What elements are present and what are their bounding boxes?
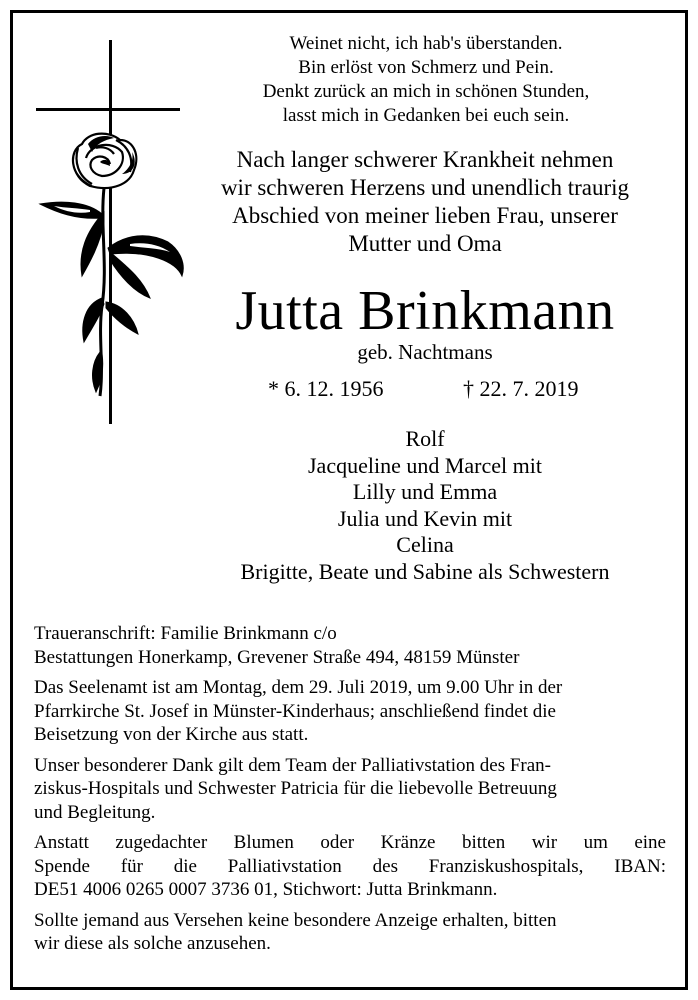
requiem-line: Das Seelenamt ist am Montag, dem 29. Juli 2019, um 9.00 Uhr in der: [34, 677, 563, 698]
mourner-line: Jacqueline und Marcel mit: [308, 452, 542, 478]
donation-notice: [34, 831, 666, 902]
poem: [200, 32, 652, 128]
intro-line: Nach langer schwerer Krankheit nehmen: [236, 147, 614, 172]
requiem-line: Pfarrkirche St. Josef in Münster-Kinderhaus; anschließend findet die: [34, 700, 556, 722]
announcement-intro: [190, 146, 660, 258]
info-section: [34, 622, 666, 956]
intro-line: wir schweren Herzens und unendlich traurig: [220, 175, 630, 200]
requiem-line: Beisetzung von der Kirche aus statt.: [34, 724, 309, 745]
birth-date: * 6. 12. 1956: [268, 376, 384, 401]
death-date: † 22. 7. 2019: [463, 376, 579, 401]
intro-line: Mutter und Oma: [348, 231, 502, 256]
notice-line: Sollte jemand aus Versehen keine besondere Anzeige erhalten, bitten: [34, 909, 557, 931]
requiem-notice: [34, 676, 666, 747]
donation-line: DE51 4006 0265 0007 3736 01, Stichwort: Jutta Brinkmann.: [34, 879, 498, 900]
donation-line: Spende für die Palliativstation des Franziskushospitals, IBAN:: [34, 855, 666, 877]
maiden-name: geb. Nachtmans: [357, 340, 493, 364]
thanks-line: ziskus-Hospitals und Schwester Patricia für die liebevolle Betreuung: [34, 778, 557, 799]
notice-line: wir diese als solche anzusehen.: [34, 933, 271, 954]
mourner-line: Celina: [396, 532, 454, 557]
thanks-line: und Begleitung.: [34, 801, 156, 823]
deceased-name: Jutta Brinkmann: [235, 280, 615, 342]
mourner-line: Brigitte, Beate und Sabine als Schwestern: [240, 558, 610, 584]
address-line: Traueranschrift: Familie Brinkmann c/o: [34, 623, 337, 644]
intro-line: Abschied von meiner lieben Frau, unserer: [232, 203, 618, 228]
poem-line: Denkt zurück an mich in schönen Stunden,: [262, 81, 590, 102]
mourner-line: Rolf: [405, 426, 445, 451]
address-line: Bestattungen Honerkamp, Grevener Straße 494, 48159 Münster: [34, 646, 520, 668]
poem-line: lasst mich in Gedanken bei euch sein.: [282, 105, 570, 126]
poem-line: Bin erlöst von Schmerz und Pein.: [298, 57, 554, 78]
thanks-line: Unser besonderer Dank gilt dem Team der Palliativstation des Fran-: [34, 754, 551, 776]
mourners-list: [190, 426, 660, 585]
notification-notice: [34, 909, 666, 956]
poem-line: Weinet nicht, ich hab's überstanden.: [289, 33, 563, 54]
thanks-notice: [34, 754, 666, 825]
cross-with-rose-icon: [30, 36, 190, 428]
donation-line: Anstatt zugedachter Blumen oder Kränze bitten wir um eine: [34, 832, 666, 853]
mourner-line: Lilly und Emma: [352, 479, 498, 504]
mourner-line: Julia und Kevin mit: [337, 505, 513, 531]
mourning-address: [34, 622, 666, 669]
